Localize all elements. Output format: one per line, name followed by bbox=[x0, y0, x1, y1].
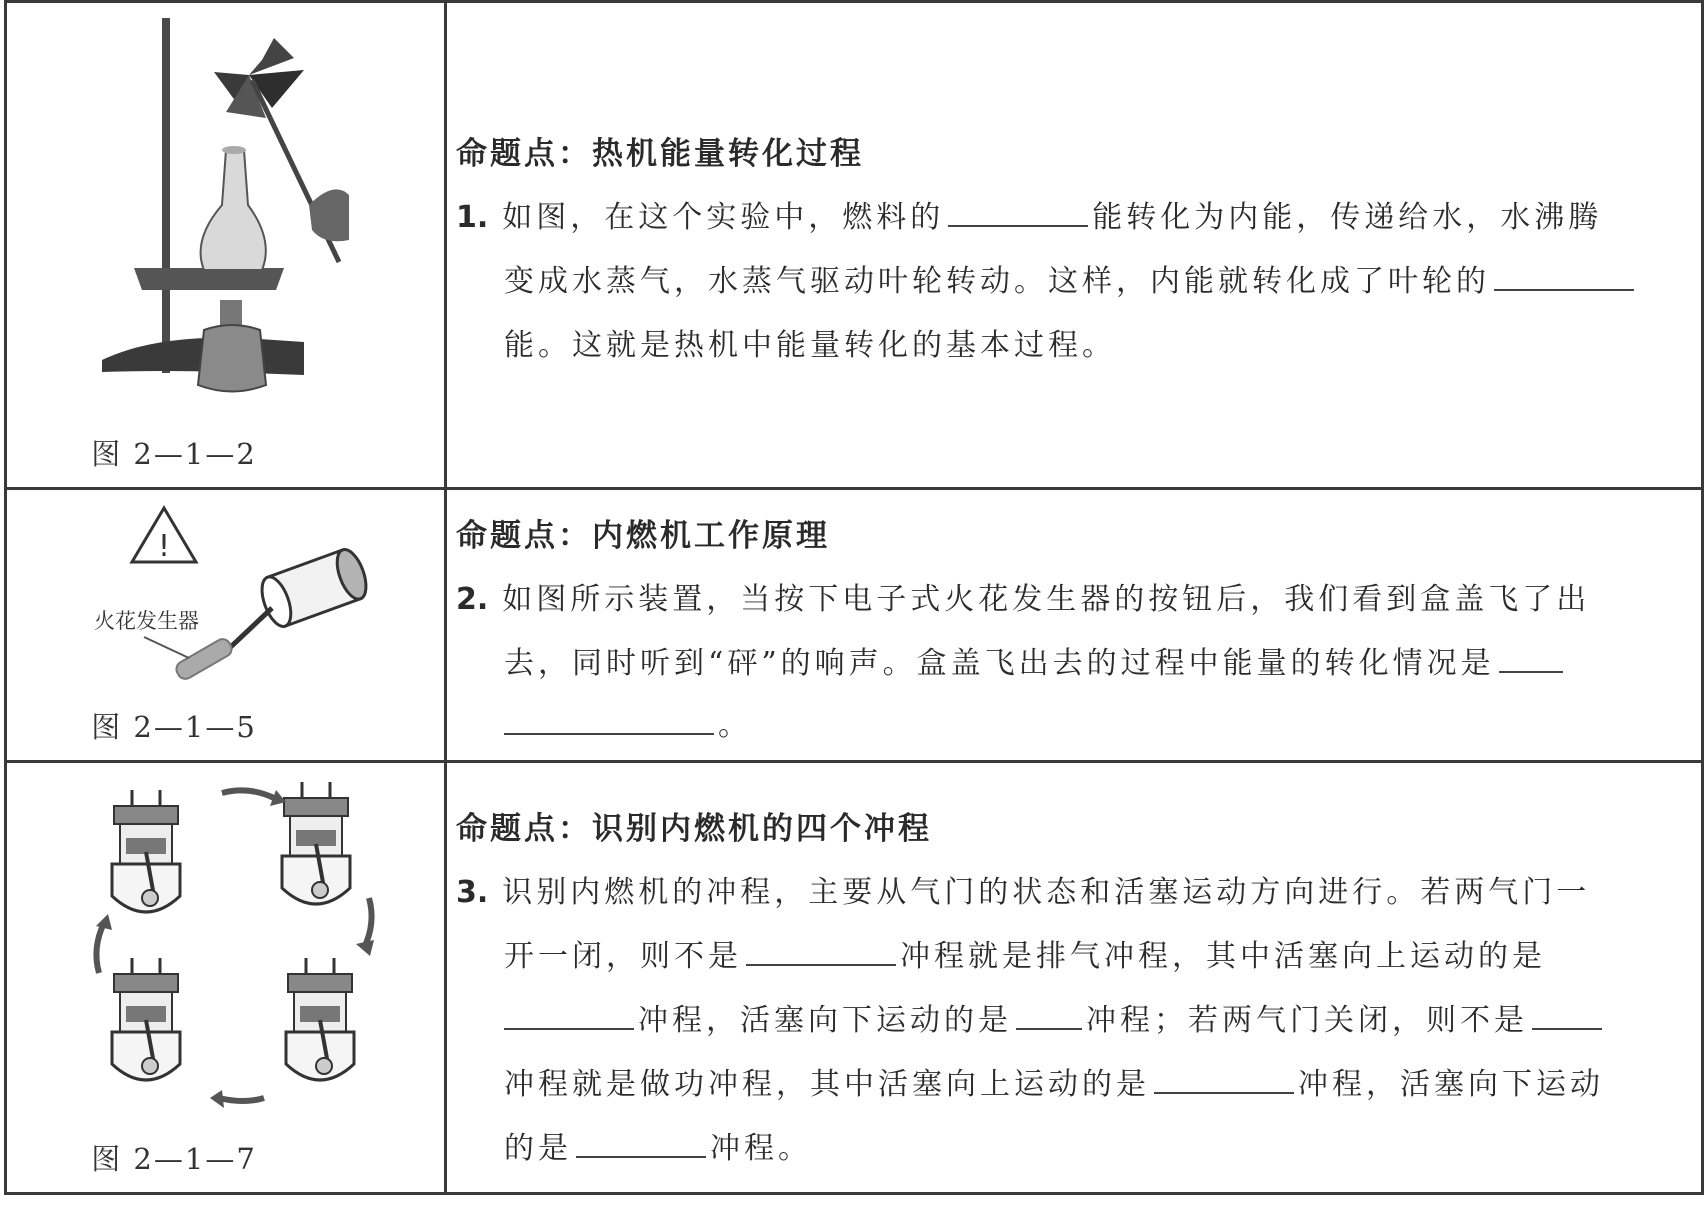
table-border-bottom bbox=[4, 1192, 1704, 1195]
question-1-line-1: 1. 如图，在这个实验中，燃料的 能转化为内能，传递给水，水沸腾 bbox=[456, 192, 1602, 236]
question-3-line-3: 冲程，活塞向下运动的是 冲程；若两气门关闭，则不是 bbox=[504, 995, 1606, 1039]
question-2-line-3: 。 bbox=[504, 700, 752, 744]
answer-blank[interactable] bbox=[1494, 259, 1634, 291]
question-1-line-2: 变成水蒸气，水蒸气驱动叶轮转动。这样，内能就转化成了叶轮的 bbox=[504, 256, 1638, 300]
question-2-line-1: 2. 如图所示装置，当按下电子式火花发生器的按钮后，我们看到盒盖飞了出 bbox=[456, 582, 1591, 617]
spark-generator-label: 火花发生器 bbox=[94, 609, 199, 633]
topic-heading: 命题点：内燃机工作原理 bbox=[456, 518, 830, 554]
text-cell-2 bbox=[456, 490, 1696, 760]
question-3-line-4: 冲程就是做功冲程，其中活塞向上运动的是 冲程，活塞向下运动 bbox=[504, 1059, 1604, 1103]
question-3-line-1: 3. 识别内燃机的冲程，主要从气门的状态和活塞运动方向进行。若两气门一 bbox=[456, 875, 1591, 910]
answer-blank[interactable] bbox=[1532, 998, 1602, 1030]
question-number: 2. bbox=[456, 582, 489, 617]
figure-caption: 图 2—1—7 bbox=[91, 1142, 257, 1176]
question-3-line-2: 开一闭，则不是 冲程就是排气冲程，其中活塞向上运动的是 bbox=[504, 931, 1546, 975]
column-divider bbox=[444, 0, 447, 1195]
figure-cell-2 bbox=[4, 490, 444, 760]
topic-heading: 命题点：热机能量转化过程 bbox=[456, 136, 864, 172]
answer-blank[interactable] bbox=[1499, 641, 1563, 673]
question-3-line-5: 的是 冲程。 bbox=[504, 1123, 812, 1167]
figure-cell-1 bbox=[4, 0, 444, 487]
worksheet-table bbox=[4, 0, 1704, 1209]
question-2-line-2: 去，同时听到“砰”的响声。盒盖飞出去的过程中能量的转化情况是 bbox=[504, 638, 1567, 682]
text-cell-1 bbox=[456, 0, 1696, 487]
pinwheel-experiment-figure bbox=[4, 0, 444, 420]
svg-text:!: ! bbox=[157, 529, 171, 564]
figure-caption: 图 2—1—5 bbox=[91, 710, 257, 744]
answer-blank[interactable] bbox=[1016, 998, 1082, 1030]
answer-blank[interactable] bbox=[1154, 1062, 1294, 1094]
question-number: 1. bbox=[456, 200, 489, 235]
figure-caption: 图 2—1—2 bbox=[91, 437, 257, 471]
topic-heading: 命题点：识别内燃机的四个冲程 bbox=[456, 811, 932, 847]
answer-blank[interactable] bbox=[504, 703, 714, 735]
answer-blank[interactable] bbox=[746, 934, 896, 966]
answer-blank[interactable] bbox=[504, 998, 634, 1030]
spark-generator-figure bbox=[4, 500, 444, 700]
text-cell-3 bbox=[456, 763, 1696, 1192]
answer-blank[interactable] bbox=[948, 195, 1088, 227]
question-1-line-3: 能。这就是热机中能量转化的基本过程。 bbox=[504, 328, 1116, 363]
question-number: 3. bbox=[456, 875, 489, 910]
engine-strokes-figure bbox=[4, 768, 444, 1128]
figure-cell-3 bbox=[4, 763, 444, 1192]
table-border-right bbox=[1701, 0, 1704, 1195]
answer-blank[interactable] bbox=[576, 1126, 706, 1158]
